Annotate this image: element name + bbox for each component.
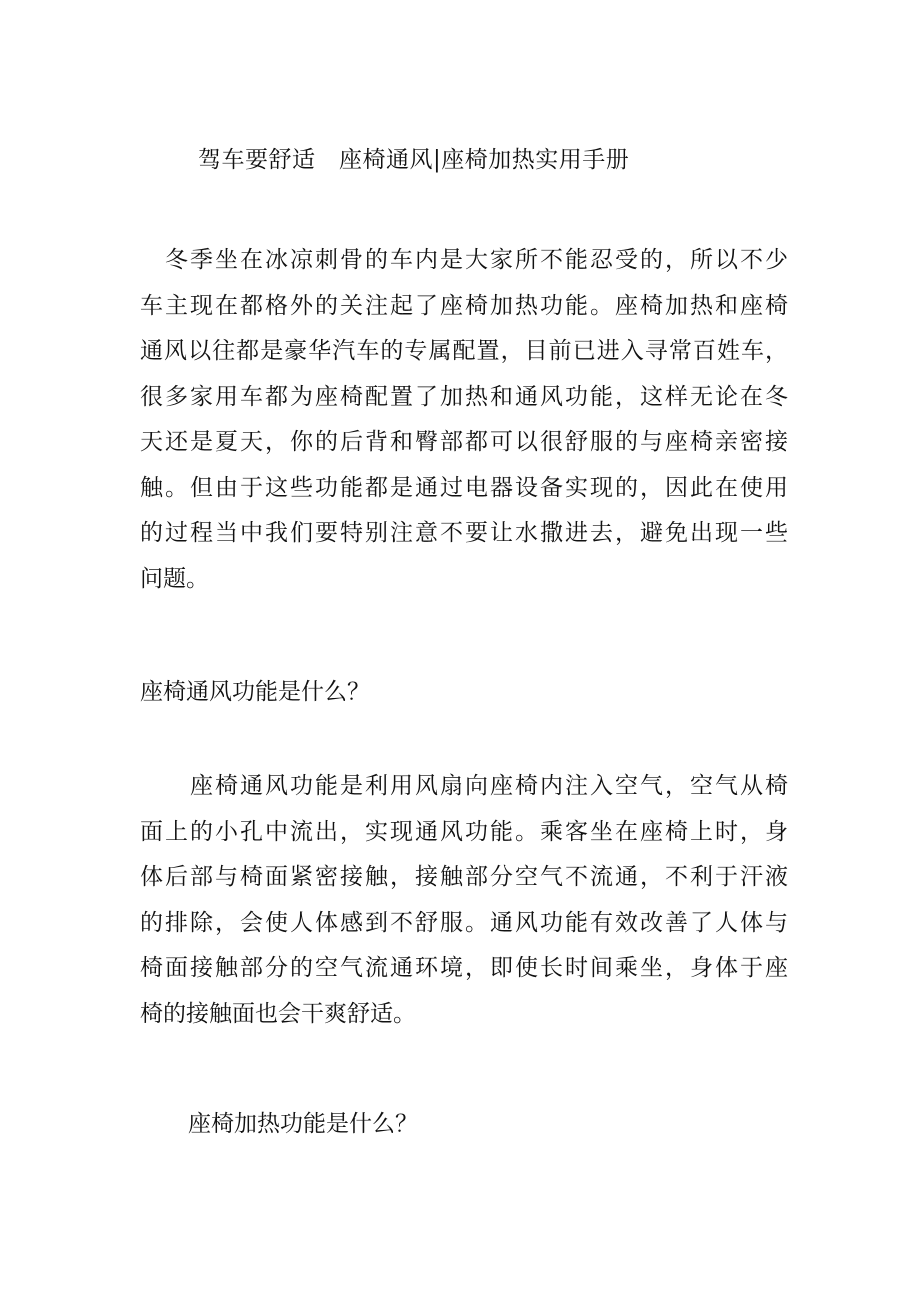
paragraph-line: 椅的接触面也会干爽舒适。: [140, 1000, 416, 1027]
paragraph-line: 体后部与椅面紧密接触，接触部分空气不流通，不利于汗液: [140, 864, 788, 890]
paragraph-line: 座椅通风功能是利用风扇向座椅内注入空气，空气从椅: [140, 773, 788, 799]
intro-paragraph: [140, 238, 788, 602]
paragraph-line: 冬季坐在冰凉刺骨的车内是大家所不能忍受的，所以不少: [140, 247, 788, 273]
section-heading-ventilation: 座椅通风功能是什么？: [140, 679, 370, 705]
paragraph-line: 车主现在都格外的关注起了座椅加热功能。座椅加热和座椅: [140, 292, 788, 319]
paragraph-line: 很多家用车都为座椅配置了加热和通风功能，这样无论在冬: [140, 383, 788, 410]
paragraph-line: 触。但由于这些功能都是通过电器设备实现的，因此在使用: [140, 474, 788, 501]
paragraph-line: 通风以往都是豪华汽车的专属配置，目前已进入寻常百姓车，: [140, 338, 788, 364]
document-title: 驾车要舒适 座椅通风|座椅加热实用手册: [198, 147, 630, 173]
paragraph-line: 面上的小孔中流出，实现通风功能。乘客坐在座椅上时，身: [140, 818, 788, 845]
ventilation-paragraph: [140, 764, 788, 1037]
section-heading-heating: 座椅加热功能是什么？: [188, 1111, 418, 1137]
paragraph-line: 的过程当中我们要特别注意不要让水撒进去，避免出现一些: [140, 520, 788, 546]
paragraph-line: 椅面接触部分的空气流通环境，即使长时间乘坐，身体于座: [140, 955, 788, 981]
paragraph-line: 问题。: [140, 565, 209, 592]
paragraph-line: 的排除，会使人体感到不舒服。通风功能有效改善了人体与: [140, 909, 788, 936]
paragraph-line: 天还是夏天，你的后背和臀部都可以很舒服的与座椅亲密接: [140, 429, 788, 455]
